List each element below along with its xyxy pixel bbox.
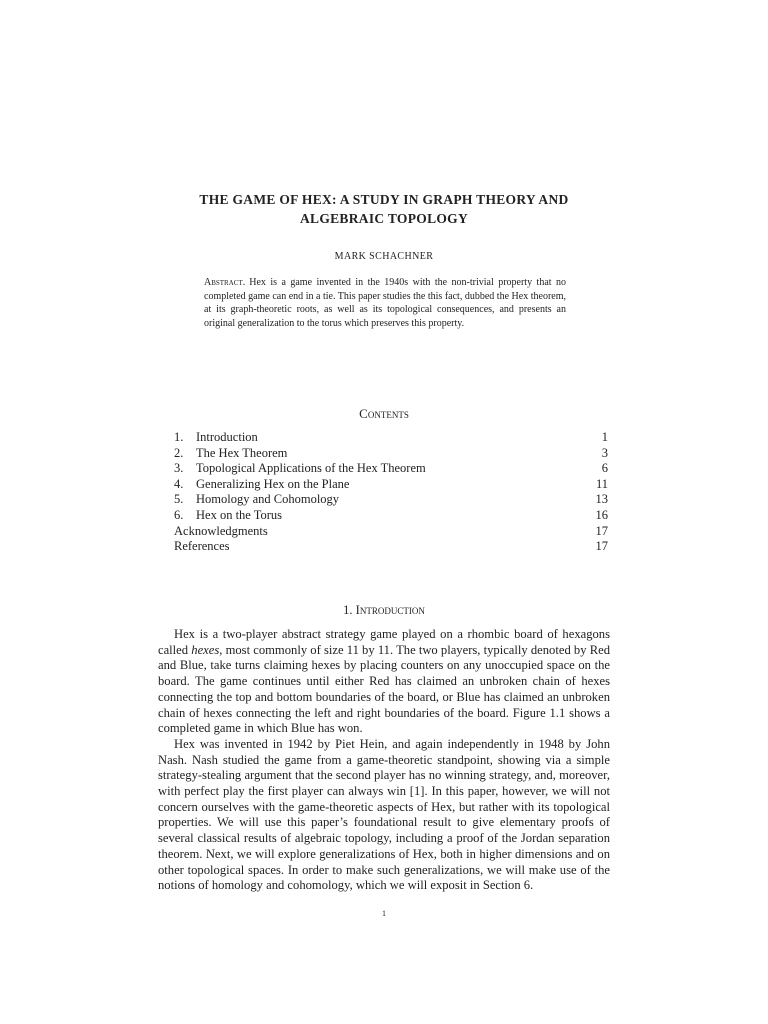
paper-title-line-2: ALGEBRAIC TOPOLOGY (299, 211, 469, 226)
toc-entry[interactable] (174, 461, 608, 477)
toc-entry-page: 1 (601, 430, 608, 444)
section-title: Introduction (355, 603, 425, 617)
toc-entry-title: Homology and Cohomology (196, 492, 340, 507)
table-of-contents (174, 430, 608, 555)
paragraph: Hex was invented in 1942 by Piet Hein, and again independently in 1948 by John Nash. Nash studied the game from a game-theoretic standpoint, showing via a simple strategy-stealing argument that the second player has no winning strategy, and, moreover, with perfect play the first player can always win [1]. In this paper, however, we will not concern ourselves with the game-theoretic aspects of Hex, but rather with its topological properties. We will use this paper’s foundational result to give elementary proofs of several classical results of algebraic topology, including a proof of the Jordan separation theorem. Next, we will explore generalizations of Hex, both in higher dimensions and on other topological spaces. In order to make such generalizations, we will make use of the notions of homology and cohomology, which we will exposit in Section 6. (158, 736, 610, 893)
toc-entry-number: 2. (174, 445, 184, 460)
toc-entry-title: Generalizing Hex on the Plane (196, 476, 350, 491)
toc-entry[interactable] (174, 492, 608, 508)
paper-title-line-1: THE GAME OF HEX: A STUDY IN GRAPH THEORY AND (199, 192, 569, 207)
toc-entry[interactable] (174, 508, 608, 524)
toc-entry-page: 17 (595, 523, 608, 538)
emphasis-term: hexes (191, 642, 220, 657)
toc-entry[interactable] (174, 524, 608, 540)
toc-entry[interactable] (174, 446, 608, 462)
toc-entry[interactable] (174, 539, 608, 555)
toc-entry-page: 13 (595, 492, 608, 507)
toc-entry-page: 17 (595, 539, 608, 554)
toc-entry-page: 6 (601, 461, 608, 476)
toc-entry[interactable] (174, 477, 608, 493)
contents-heading: Contents (359, 406, 409, 421)
toc-entry-title: Hex on the Torus (196, 507, 283, 522)
abstract-label: Abstract. (204, 277, 246, 288)
toc-entry-page: 11 (595, 476, 608, 491)
toc-entry[interactable] (174, 430, 608, 446)
section-heading (160, 603, 608, 618)
abstract-text: Hex is a game invented in the 1940s with the non-trivial property that no completed game can end in a tie. This paper studies the this fact, dubbed the Hex theorem, at its graph-theoretic roots, as well as its topological consequences, and presents an original generalization to the torus which preserves this property. (204, 277, 566, 329)
section-body (158, 627, 610, 894)
toc-entry-number: 6. (174, 507, 184, 522)
paper-title (160, 190, 608, 228)
toc-entry-number: 1. (174, 430, 184, 444)
toc-entry-page: 3 (601, 445, 608, 460)
paragraph-text: , most commonly of size 11 by 11. The two players, typically denoted by Red and Blue, take turns claiming hexes by placing counters on any unoccupied space on the board. The game continues until either Red has claimed an unbroken chain of hexes connecting the top and bottom boundaries of the board, or Blue has claimed an unbroken chain of hexes connecting the left and right boundaries of the board. Figure 1.1 shows a completed game in which Blue has won. (158, 642, 610, 736)
section-number: 1. (343, 603, 353, 617)
paper-author: MARK SCHACHNER (334, 251, 434, 262)
toc-entry-number: 5. (174, 492, 184, 507)
paragraph (158, 627, 610, 737)
toc-entry-title: Introduction (196, 430, 258, 444)
toc-entry-number: 4. (174, 476, 184, 491)
toc-entry-title: The Hex Theorem (196, 445, 288, 460)
toc-entry-title: Topological Applications of the Hex Theorem (196, 461, 426, 476)
toc-entry-page: 16 (595, 507, 608, 522)
toc-entry-title: Acknowledgments (174, 523, 268, 538)
toc-entry-title: References (174, 539, 230, 554)
paragraph-text: Hex is a two-player abstract strategy game played on a rhombic board of hexagons called (158, 627, 610, 657)
abstract (204, 276, 566, 330)
page-number: 1 (382, 909, 386, 918)
toc-entry-number: 3. (174, 461, 184, 476)
